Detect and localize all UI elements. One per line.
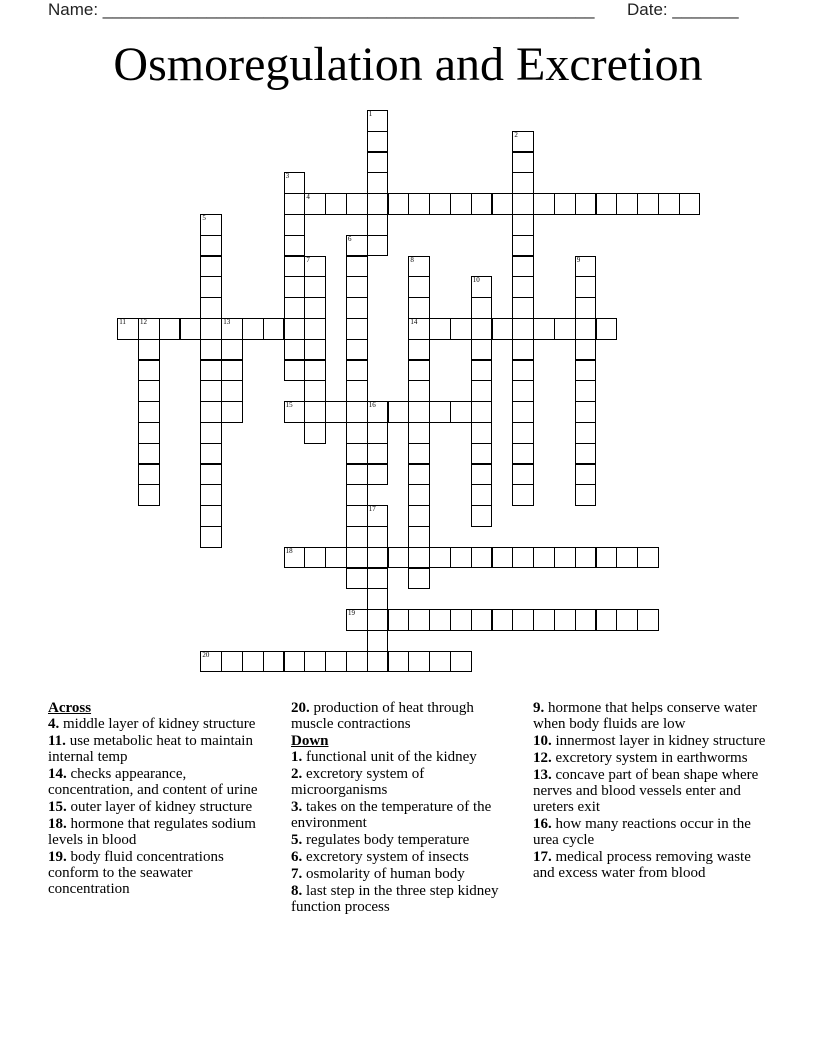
grid-cell[interactable] [554, 193, 576, 215]
grid-cell[interactable] [471, 484, 493, 506]
grid-cell[interactable] [304, 422, 326, 444]
clue-down-7: 7. osmolarity of human body [291, 866, 465, 882]
grid-cell[interactable] [200, 505, 222, 527]
grid-cell[interactable] [512, 256, 534, 278]
grid-cell[interactable] [346, 339, 368, 361]
grid-cell[interactable] [408, 443, 430, 465]
grid-cell[interactable] [512, 339, 534, 361]
grid-cell[interactable] [388, 651, 410, 673]
grid-cell[interactable] [346, 505, 368, 527]
grid-cell[interactable] [512, 609, 534, 631]
grid-cell[interactable] [512, 152, 534, 174]
grid-cell-12[interactable] [138, 318, 160, 340]
grid-cell[interactable] [367, 630, 389, 652]
grid-cell[interactable] [429, 547, 451, 569]
grid-cell[interactable] [512, 360, 534, 382]
grid-cell[interactable] [450, 318, 472, 340]
grid-cell-3[interactable] [284, 172, 306, 194]
grid-cell[interactable] [138, 380, 160, 402]
grid-cell[interactable] [242, 651, 264, 673]
grid-cell[interactable] [658, 193, 680, 215]
clue-down-8: 8. last step in the three step kidney function process [291, 883, 499, 915]
grid-cell[interactable] [512, 235, 534, 257]
grid-cell[interactable] [554, 547, 576, 569]
clue-number-label: 13 [223, 318, 231, 326]
grid-cell[interactable] [471, 443, 493, 465]
grid-cell[interactable] [429, 401, 451, 423]
grid-cell[interactable] [408, 526, 430, 548]
clue-number-label: 12 [140, 318, 147, 326]
grid-cell[interactable] [304, 360, 326, 382]
grid-cell[interactable] [304, 276, 326, 298]
grid-cell[interactable] [575, 339, 597, 361]
grid-cell[interactable] [429, 193, 451, 215]
grid-cell[interactable] [180, 318, 202, 340]
clue-number-label: 18 [285, 546, 293, 555]
grid-cell-19[interactable] [346, 609, 368, 631]
grid-cell[interactable] [346, 422, 368, 444]
grid-cell-17[interactable] [367, 505, 389, 527]
grid-cell[interactable] [429, 609, 451, 631]
grid-cell[interactable] [346, 276, 368, 298]
grid-cell[interactable] [284, 297, 306, 319]
grid-cell[interactable] [429, 318, 451, 340]
grid-cell[interactable] [138, 360, 160, 382]
grid-cell[interactable] [284, 339, 306, 361]
grid-cell[interactable] [367, 568, 389, 590]
grid-cell[interactable] [346, 443, 368, 465]
grid-cell[interactable] [533, 609, 555, 631]
clue-number-label: 17 [368, 505, 376, 514]
clue-number-label: 10 [472, 276, 480, 285]
clue-number-label: 8 [410, 255, 414, 264]
grid-cell[interactable] [367, 526, 389, 548]
grid-cell[interactable] [346, 568, 368, 590]
grid-cell[interactable] [512, 547, 534, 569]
grid-cell[interactable] [408, 505, 430, 527]
grid-cell[interactable] [512, 422, 534, 444]
grid-cell[interactable] [367, 131, 389, 153]
grid-cell[interactable] [471, 380, 493, 402]
grid-cell[interactable] [325, 401, 347, 423]
grid-cell[interactable] [304, 318, 326, 340]
grid-cell[interactable] [408, 193, 430, 215]
grid-cell[interactable] [304, 547, 326, 569]
clue-down-12: 12. excretory system in earthworms [533, 750, 748, 766]
grid-cell[interactable] [471, 505, 493, 527]
grid-cell[interactable] [346, 318, 368, 340]
grid-cell[interactable] [367, 193, 389, 215]
grid-cell[interactable] [471, 422, 493, 444]
clue-down-1: 1. functional unit of the kidney [291, 749, 477, 765]
clue-number-label: 1 [368, 110, 373, 118]
grid-cell-5[interactable] [200, 214, 222, 236]
grid-cell[interactable] [450, 609, 472, 631]
clue-number-label: 5 [202, 214, 206, 222]
name-field[interactable]: Name: ____________________________________________________ [48, 0, 595, 19]
grid-cell[interactable] [284, 318, 306, 340]
grid-cell-2[interactable] [512, 131, 534, 153]
grid-cell[interactable] [492, 547, 514, 569]
grid-cell[interactable] [533, 318, 555, 340]
clue-down-13: 13. concave part of bean shape where nerves and blood vessels enter and ureters exit [533, 767, 759, 815]
grid-cell[interactable] [346, 360, 368, 382]
grid-cell[interactable] [367, 443, 389, 465]
grid-cell[interactable] [284, 256, 306, 278]
clue-down-17: 17. medical process removing waste and excess water from blood [533, 849, 751, 881]
grid-cell[interactable] [367, 609, 389, 631]
grid-cell[interactable] [596, 547, 618, 569]
grid-cell-10[interactable] [471, 276, 493, 298]
grid-cell[interactable] [471, 318, 493, 340]
date-field[interactable]: Date: _______ [627, 0, 739, 19]
across-heading: Across [48, 700, 92, 716]
grid-cell[interactable] [616, 609, 638, 631]
grid-cell[interactable] [388, 401, 410, 423]
grid-cell[interactable] [408, 297, 430, 319]
grid-cell[interactable] [471, 193, 493, 215]
grid-cell[interactable] [388, 609, 410, 631]
grid-cell[interactable] [221, 380, 243, 402]
grid-cell[interactable] [512, 318, 534, 340]
grid-cell[interactable] [200, 276, 222, 298]
grid-cell[interactable] [200, 401, 222, 423]
grid-cell[interactable] [408, 484, 430, 506]
grid-cell[interactable] [575, 380, 597, 402]
grid-cell[interactable] [284, 276, 306, 298]
grid-cell[interactable] [304, 339, 326, 361]
grid-cell[interactable] [637, 609, 659, 631]
grid-cell[interactable] [575, 464, 597, 486]
grid-cell[interactable] [554, 318, 576, 340]
grid-cell[interactable] [492, 193, 514, 215]
grid-cell[interactable] [367, 588, 389, 610]
grid-cell-16[interactable] [367, 401, 389, 423]
grid-cell[interactable] [346, 380, 368, 402]
grid-cell[interactable] [512, 484, 534, 506]
grid-cell[interactable] [221, 651, 243, 673]
grid-cell[interactable] [408, 568, 430, 590]
grid-cell[interactable] [450, 193, 472, 215]
grid-cell[interactable] [325, 651, 347, 673]
grid-cell[interactable] [200, 235, 222, 257]
clue-number-label: 4 [306, 193, 310, 202]
grid-cell-20[interactable] [200, 651, 222, 673]
clue-down-6: 6. excretory system of insects [291, 849, 469, 865]
clue-across-18: 18. hormone that regulates sodium levels in blood [48, 816, 256, 848]
clues-column-2 [291, 700, 516, 916]
clue-number-label: 19 [348, 609, 355, 618]
grid-cell[interactable] [575, 318, 597, 340]
grid-cell[interactable] [159, 318, 181, 340]
clue-number-label: 20 [202, 650, 210, 659]
grid-cell[interactable] [200, 380, 222, 402]
grid-cell[interactable] [388, 193, 410, 215]
grid-cell[interactable] [367, 651, 389, 673]
grid-cell[interactable] [367, 214, 389, 236]
grid-cell[interactable] [138, 443, 160, 465]
grid-cell[interactable] [284, 193, 306, 215]
clue-across-20: 20. production of heat through muscle contractions [291, 700, 474, 732]
clue-number-label: 7 [306, 255, 310, 264]
grid-cell[interactable] [367, 152, 389, 174]
grid-cell[interactable] [284, 235, 306, 257]
grid-cell[interactable] [554, 609, 576, 631]
grid-cell[interactable] [138, 339, 160, 361]
grid-cell-8[interactable] [408, 256, 430, 278]
clue-number-label: 11 [119, 318, 126, 326]
grid-cell[interactable] [512, 172, 534, 194]
clue-number-label: 3 [285, 172, 290, 181]
grid-cell[interactable] [512, 214, 534, 236]
grid-cell[interactable] [284, 214, 306, 236]
grid-cell[interactable] [367, 422, 389, 444]
grid-cell[interactable] [596, 318, 618, 340]
grid-cell[interactable] [533, 547, 555, 569]
grid-cell[interactable] [304, 401, 326, 423]
clue-number-label: 9 [576, 255, 581, 264]
grid-cell[interactable] [679, 193, 701, 215]
grid-cell[interactable] [512, 193, 534, 215]
grid-cell[interactable] [346, 401, 368, 423]
grid-cell[interactable] [200, 464, 222, 486]
grid-cell[interactable] [450, 547, 472, 569]
clue-number-label: 6 [348, 234, 352, 243]
grid-cell[interactable] [304, 297, 326, 319]
grid-cell[interactable] [512, 464, 534, 486]
grid-cell[interactable] [512, 276, 534, 298]
grid-cell[interactable] [346, 193, 368, 215]
grid-cell[interactable] [367, 464, 389, 486]
grid-cell[interactable] [575, 422, 597, 444]
grid-cell[interactable] [367, 172, 389, 194]
grid-cell-15[interactable] [284, 401, 306, 423]
grid-cell[interactable] [200, 318, 222, 340]
grid-cell[interactable] [408, 609, 430, 631]
clue-number-label: 2 [514, 130, 518, 139]
grid-cell[interactable] [408, 651, 430, 673]
grid-cell[interactable] [637, 547, 659, 569]
grid-cell[interactable] [471, 297, 493, 319]
grid-cell[interactable] [325, 547, 347, 569]
clue-down-5: 5. regulates body temperature [291, 832, 470, 848]
grid-cell[interactable] [304, 380, 326, 402]
grid-cell[interactable] [200, 422, 222, 444]
grid-cell[interactable] [512, 443, 534, 465]
clue-number-label: 14 [410, 318, 418, 326]
grid-cell[interactable] [263, 651, 285, 673]
grid-cell[interactable] [388, 547, 410, 569]
grid-cell[interactable] [200, 526, 222, 548]
grid-cell[interactable] [304, 651, 326, 673]
page-title: Osmoregulation and Excretion [113, 38, 703, 91]
grid-cell[interactable] [471, 464, 493, 486]
clue-across-11: 11. use metabolic heat to maintain internal temp [48, 733, 253, 765]
clue-number-label: 16 [368, 401, 376, 410]
grid-cell[interactable] [200, 339, 222, 361]
grid-cell[interactable] [408, 401, 430, 423]
grid-cell[interactable] [325, 193, 347, 215]
grid-cell[interactable] [575, 276, 597, 298]
grid-cell-11[interactable] [117, 318, 139, 340]
grid-cell[interactable] [492, 318, 514, 340]
grid-cell-1[interactable] [367, 110, 389, 132]
grid-cell-13[interactable] [221, 318, 243, 340]
grid-cell[interactable] [138, 422, 160, 444]
grid-cell[interactable] [471, 401, 493, 423]
clue-down-3: 3. takes on the temperature of the environment [291, 799, 492, 831]
grid-cell[interactable] [408, 339, 430, 361]
grid-cell[interactable] [637, 193, 659, 215]
grid-cell[interactable] [221, 360, 243, 382]
grid-cell[interactable] [346, 256, 368, 278]
grid-cell[interactable] [408, 422, 430, 444]
grid-cell[interactable] [408, 547, 430, 569]
grid-cell[interactable] [575, 547, 597, 569]
grid-cell[interactable] [575, 401, 597, 423]
grid-cell[interactable] [200, 297, 222, 319]
clue-number-label: 15 [285, 401, 293, 410]
grid-cell[interactable] [471, 609, 493, 631]
clues-column-3 [533, 700, 768, 882]
grid-cell[interactable] [200, 443, 222, 465]
grid-cell[interactable] [575, 609, 597, 631]
grid-cell[interactable] [616, 547, 638, 569]
grid-cell-14[interactable] [408, 318, 430, 340]
grid-cell[interactable] [138, 464, 160, 486]
grid-cell[interactable] [575, 443, 597, 465]
grid-cell-7[interactable] [304, 256, 326, 278]
grid-cell[interactable] [346, 297, 368, 319]
grid-cell[interactable] [138, 484, 160, 506]
grid-cell[interactable] [284, 360, 306, 382]
grid-cell[interactable] [200, 484, 222, 506]
grid-cell[interactable] [429, 651, 451, 673]
clue-down-16: 16. how many reactions occur in the urea cycle [533, 816, 751, 848]
grid-cell[interactable] [575, 484, 597, 506]
grid-cell[interactable] [408, 276, 430, 298]
down-heading: Down [291, 733, 329, 749]
clue-across-4: 4. middle layer of kidney structure [48, 716, 256, 732]
grid-cell[interactable] [367, 235, 389, 257]
grid-cell[interactable] [512, 401, 534, 423]
grid-cell[interactable] [616, 193, 638, 215]
grid-cell[interactable] [346, 464, 368, 486]
grid-cell-9[interactable] [575, 256, 597, 278]
grid-cell[interactable] [408, 360, 430, 382]
grid-cell[interactable] [533, 193, 555, 215]
clue-across-19: 19. body fluid concentrations conform to the seawater concentration [48, 849, 224, 897]
grid-cell[interactable] [596, 193, 618, 215]
grid-cell[interactable] [346, 526, 368, 548]
grid-cell[interactable] [471, 339, 493, 361]
grid-cell[interactable] [242, 318, 264, 340]
grid-cell[interactable] [200, 360, 222, 382]
grid-cell-4[interactable] [304, 193, 326, 215]
grid-cell[interactable] [346, 651, 368, 673]
grid-cell[interactable] [575, 297, 597, 319]
clues-column-1 [48, 700, 268, 898]
clue-across-14: 14. checks appearance, concentration, and content of urine [48, 766, 258, 798]
grid-cell[interactable] [346, 547, 368, 569]
grid-cell[interactable] [596, 609, 618, 631]
grid-cell[interactable] [471, 547, 493, 569]
grid-cell[interactable] [512, 297, 534, 319]
grid-cell[interactable] [284, 651, 306, 673]
grid-cell-18[interactable] [284, 547, 306, 569]
grid-cell-6[interactable] [346, 235, 368, 257]
grid-cell[interactable] [450, 401, 472, 423]
grid-cell[interactable] [367, 547, 389, 569]
grid-cell[interactable] [450, 651, 472, 673]
clue-down-10: 10. innermost layer in kidney structure [533, 733, 766, 749]
clue-across-15: 15. outer layer of kidney structure [48, 799, 253, 815]
clue-down-2: 2. excretory system of microorganisms [291, 766, 425, 798]
grid-cell[interactable] [408, 380, 430, 402]
clue-down-9: 9. hormone that helps conserve water when body fluids are low [533, 700, 758, 732]
grid-cell[interactable] [575, 360, 597, 382]
grid-cell[interactable] [221, 339, 243, 361]
grid-cell[interactable] [200, 256, 222, 278]
grid-cell[interactable] [408, 464, 430, 486]
grid-cell[interactable] [492, 609, 514, 631]
grid-cell[interactable] [512, 380, 534, 402]
grid-cell[interactable] [346, 484, 368, 506]
grid-cell[interactable] [575, 193, 597, 215]
grid-cell[interactable] [138, 401, 160, 423]
grid-cell[interactable] [263, 318, 285, 340]
grid-cell[interactable] [471, 360, 493, 382]
grid-cell[interactable] [221, 401, 243, 423]
